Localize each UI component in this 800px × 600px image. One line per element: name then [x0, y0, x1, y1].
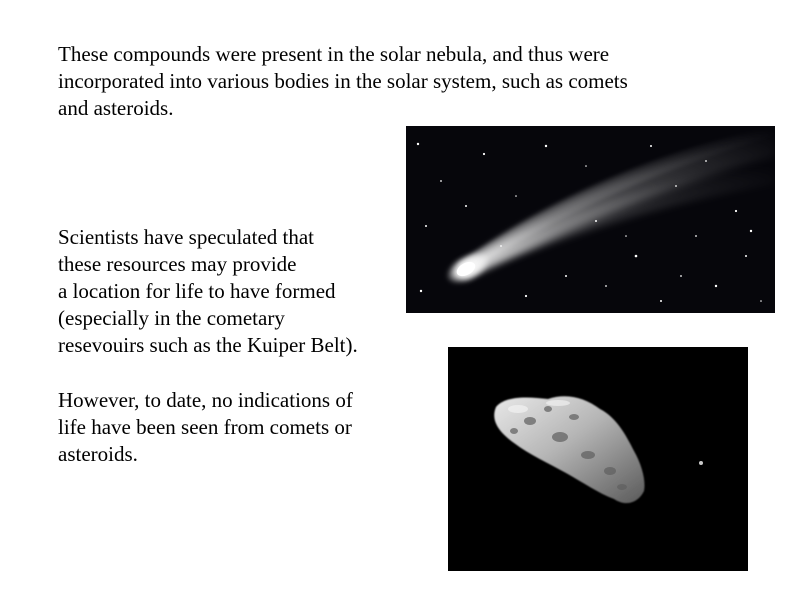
speculation-line-3: a location for life to have formed	[58, 279, 336, 303]
intro-paragraph	[58, 41, 628, 122]
intro-line-1: These compounds were present in the solar nebula, and thus were	[58, 42, 610, 66]
conclusion-line-3: asteroids.	[58, 442, 138, 466]
intro-line-3: and asteroids.	[58, 96, 174, 120]
asteroid-photo	[448, 347, 748, 571]
speculation-line-4: (especially in the cometary	[58, 306, 285, 330]
conclusion-line-2: life have been seen from comets or	[58, 415, 352, 439]
asteroid-image	[448, 347, 748, 571]
speculation-paragraph	[58, 224, 358, 359]
comet-image	[406, 126, 775, 313]
conclusion-line-1: However, to date, no indications of	[58, 388, 353, 412]
intro-line-2: incorporated into various bodies in the solar system, such as comets	[58, 69, 628, 93]
speculation-line-5: resevouirs such as the Kuiper Belt).	[58, 333, 358, 357]
moon-dot	[699, 461, 703, 465]
conclusion-paragraph	[58, 387, 353, 468]
speculation-line-1: Scientists have speculated that	[58, 225, 315, 249]
speculation-line-2: these resources may provide	[58, 252, 297, 276]
comet-photo	[406, 126, 775, 313]
